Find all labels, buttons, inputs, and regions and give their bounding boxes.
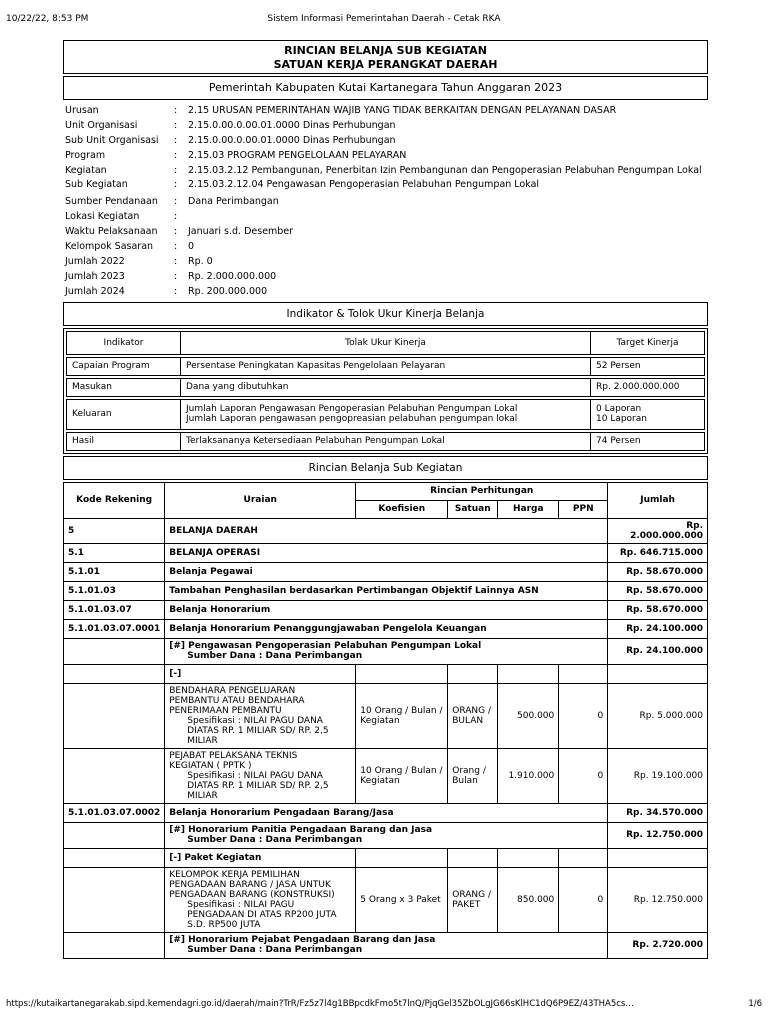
info-label: Urusan xyxy=(65,105,99,116)
group-title: [#] Pengawasan Pengoperasian Pelabuhan Pengumpan Lokal xyxy=(169,641,482,652)
program-info-block xyxy=(65,104,708,300)
tolak-ukur-line: Jumlah Laporan pengawasan pengopreasian pelabuhan pengumpan lokal xyxy=(186,414,518,425)
header-rincian-perhitungan: Rincian Perhitungan xyxy=(356,482,608,500)
info-value: 2.15.03.2.12 Pembangunan, Penerbitan Izin Pembangunan dan Pengoperasian Pelabuhan Pengumpan Lokal xyxy=(188,164,702,176)
item-row xyxy=(64,867,708,932)
account-code: 5.1.01.03.07.0002 xyxy=(64,803,165,822)
item-ppn: 0 xyxy=(559,683,608,748)
empty-cell xyxy=(448,664,498,683)
account-code: 5.1.01 xyxy=(64,562,165,581)
group-source: Sumber Dana : Dana Perimbangan xyxy=(187,651,363,662)
info-row xyxy=(65,134,708,149)
info-label: Jumlah 2022 xyxy=(65,255,125,267)
item-name-line: PEJABAT PELAKSANA TEKNIS xyxy=(169,750,298,761)
account-name: Belanja Honorarium xyxy=(165,600,608,619)
item-spec-line: DIATAS RP. 1 MILIAR SD/ RP. 2,5 xyxy=(187,725,329,736)
item-description xyxy=(165,867,356,932)
tolak-ukur-line: Terlaksananya Ketersediaan Pelabuhan Pengumpan Lokal xyxy=(186,436,445,447)
info-label: Unit Organisasi xyxy=(65,119,138,131)
group-total: Rp. 12.750.000 xyxy=(608,822,708,848)
tolak-ukur-line: Dana yang dibutuhkan xyxy=(186,382,289,393)
info-value: Rp. 0 xyxy=(188,255,213,267)
empty-code-cell xyxy=(64,683,165,748)
empty-cell xyxy=(608,848,708,867)
info-row xyxy=(65,164,708,179)
info-value: 2.15.03 PROGRAM PENGELOLAAN PELAYARAN xyxy=(188,149,407,161)
empty-cell xyxy=(356,664,448,683)
empty-cell xyxy=(498,664,559,683)
rincian-table-wrapper xyxy=(63,482,708,959)
item-row xyxy=(64,748,708,803)
item-harga: 850.000 xyxy=(498,867,559,932)
account-code: 5.1.01.03.07 xyxy=(64,600,165,619)
account-name: Belanja Honorarium Penanggungjawaban Pengelola Keuangan xyxy=(165,619,608,638)
item-total: Rp. 5.000.000 xyxy=(608,683,708,748)
info-label: Lokasi Kegiatan xyxy=(65,211,140,223)
account-name: Belanja Honorarium Pengadaan Barang/Jasa xyxy=(165,803,608,822)
group-total: Rp. 24.100.000 xyxy=(608,638,708,664)
item-koefisien: 5 Orang x 3 Paket xyxy=(356,867,448,932)
info-label: Program xyxy=(65,149,106,161)
indikator-target xyxy=(591,432,705,450)
info-colon: : xyxy=(174,134,178,146)
indikator-row xyxy=(67,378,705,396)
item-name-line: PENGADAAN BARANG (KONSTRUKSI) xyxy=(169,889,335,900)
item-spec-line: DIATAS RP. 1 MILIAR SD/ RP. 2,5 xyxy=(187,780,329,791)
indikator-table xyxy=(66,331,705,451)
header-harga: Harga xyxy=(498,500,559,518)
header-uraian: Uraian xyxy=(165,482,356,518)
item-name-line: PENERIMAAN PEMBANTU xyxy=(169,705,282,716)
info-value: Dana Perimbangan xyxy=(188,196,279,208)
group-total: Rp. 2.720.000 xyxy=(608,932,708,958)
target-line: 10 Laporan xyxy=(596,414,647,425)
info-row xyxy=(65,119,708,134)
item-koefisien: 10 Orang / Bulan / Kegiatan xyxy=(356,748,448,803)
info-value: 0 xyxy=(188,241,195,253)
item-spec-line: Spesifikasi : NILAI PAGU DANA xyxy=(187,770,323,781)
info-colon: : xyxy=(174,179,178,191)
empty-code-cell xyxy=(64,848,165,867)
item-satuan: Orang / Bulan xyxy=(448,748,498,803)
indikator-table-wrapper xyxy=(63,328,708,454)
info-label: Kegiatan xyxy=(65,164,107,176)
indikator-name: Keluaran xyxy=(67,399,181,429)
account-total: Rp. 58.670.000 xyxy=(608,562,708,581)
group-row xyxy=(64,932,708,958)
item-spec-line: PENGADAAN DI ATAS RP200 JUTA xyxy=(187,909,337,920)
indikator-row xyxy=(67,399,705,429)
label-text: [-] xyxy=(165,664,356,683)
info-value: Rp. 2.000.000.000 xyxy=(188,270,277,282)
rincian-table xyxy=(63,482,708,959)
info-colon: : xyxy=(174,226,178,238)
item-satuan: ORANG / PAKET xyxy=(448,867,498,932)
header-satuan: Satuan xyxy=(448,500,498,518)
account-total: Rp. 24.100.000 xyxy=(608,619,708,638)
item-koefisien: 10 Orang / Bulan / Kegiatan xyxy=(356,683,448,748)
item-name-line: PEMBANTU ATAU BENDAHARA xyxy=(169,695,305,706)
item-harga: 1.910.000 xyxy=(498,748,559,803)
group-title: [#] Honorarium Pejabat Pengadaan Barang dan Jasa xyxy=(169,935,436,946)
target-line: 74 Persen xyxy=(596,436,641,447)
browser-datetime: 10/22/22, 8:53 PM xyxy=(6,14,89,24)
account-code: 5.1.01.03 xyxy=(64,581,165,600)
info-colon: : xyxy=(174,285,178,297)
indikator-tolak-ukur xyxy=(181,432,591,450)
empty-cell xyxy=(559,848,608,867)
item-description xyxy=(165,748,356,803)
indikator-row xyxy=(67,432,705,450)
header-jumlah: Jumlah xyxy=(608,482,708,518)
info-colon: : xyxy=(174,196,178,208)
info-value: 2.15 URUSAN PEMERINTAHAN WAJIB YANG TIDAK BERKAITAN DENGAN PELAYANAN DASAR xyxy=(188,105,617,116)
indikator-header-indikator: Indikator xyxy=(67,331,181,354)
browser-url: https://kutaikartanegarakab.sipd.kemendagri.go.id/daerah/main?TrR/Fz5z7l4g1BBpcdkFmo5t7lnQ/PjqGel35ZbOLgJG66sKlHC1dQ6P9EZ/43THA5cs… xyxy=(6,999,634,1009)
tolak-ukur-line: Jumlah Laporan Pengawasan Pengoperasian Pelabuhan Pengumpan Lokal xyxy=(186,404,518,415)
indikator-name: Hasil xyxy=(67,432,181,450)
account-name: Belanja Pegawai xyxy=(165,562,608,581)
info-row xyxy=(65,255,708,270)
item-ppn: 0 xyxy=(559,867,608,932)
account-row xyxy=(64,600,708,619)
account-row xyxy=(64,543,708,562)
document-title: RINCIAN BELANJA SUB KEGIATAN xyxy=(284,44,487,57)
empty-code-cell xyxy=(64,932,165,958)
info-row xyxy=(65,285,708,300)
account-name: Tambahan Penghasilan berdasarkan Pertimbangan Objektif Lainnya ASN xyxy=(165,581,608,600)
target-line: 0 Laporan xyxy=(596,404,642,415)
group-source: Sumber Dana : Dana Perimbangan xyxy=(187,945,363,956)
info-row xyxy=(65,270,708,285)
info-label: Kelompok Sasaran xyxy=(65,241,154,253)
account-total: Rp. 34.570.000 xyxy=(608,803,708,822)
group-source: Sumber Dana : Dana Perimbangan xyxy=(187,835,363,846)
info-row xyxy=(65,195,708,210)
empty-cell xyxy=(608,664,708,683)
indikator-target xyxy=(591,357,705,375)
target-line: Rp. 2.000.000.000 xyxy=(596,382,680,393)
info-label: Sumber Pendanaan xyxy=(65,196,158,208)
document-subtitle-unit: SATUAN KERJA PERANGKAT DAERAH xyxy=(273,58,498,71)
indikator-target xyxy=(591,399,705,429)
info-value: 2.15.03.2.12.04 Pengawasan Pengoperasian Pelabuhan Pengumpan Lokal xyxy=(188,179,540,191)
item-name-line: KEGIATAN ( PPTK ) xyxy=(169,760,252,771)
indikator-tolak-ukur xyxy=(181,378,591,396)
rincian-heading: Rincian Belanja Sub Kegiatan xyxy=(63,456,708,480)
info-colon: : xyxy=(174,149,178,161)
item-description xyxy=(165,683,356,748)
group-row xyxy=(64,638,708,664)
indikator-heading: Indikator & Tolok Ukur Kinerja Belanja xyxy=(63,302,708,326)
empty-code-cell xyxy=(64,822,165,848)
indikator-tolak-ukur xyxy=(181,357,591,375)
group-description xyxy=(165,932,608,958)
item-name-line: BENDAHARA PENGELUARAN xyxy=(169,685,296,696)
indikator-header-tolak-ukur: Tolak Ukur Kinerja xyxy=(181,331,591,354)
info-row xyxy=(65,104,708,119)
item-total: Rp. 12.750.000 xyxy=(608,867,708,932)
info-label: Jumlah 2023 xyxy=(65,270,125,282)
info-label: Sub Unit Organisasi xyxy=(65,134,159,146)
target-line: 52 Persen xyxy=(596,361,641,372)
item-spec-line: Spesifikasi : NILAI PAGU DANA xyxy=(187,715,323,726)
indikator-name: Masukan xyxy=(67,378,181,396)
info-value: 2.15.0.00.0.00.01.0000 Dinas Perhubungan xyxy=(188,119,396,131)
indikator-header-target: Target Kinerja xyxy=(591,331,705,354)
info-label: Waktu Pelaksanaan xyxy=(65,226,158,238)
empty-cell xyxy=(356,848,448,867)
info-colon: : xyxy=(174,241,178,253)
account-total: Rp. 646.715.000 xyxy=(608,543,708,562)
account-code: 5.1.01.03.07.0001 xyxy=(64,619,165,638)
browser-page-number: 1/6 xyxy=(748,999,762,1009)
empty-code-cell xyxy=(64,638,165,664)
item-name-line: KELOMPOK KERJA PEMILIHAN xyxy=(169,869,300,880)
indikator-tolak-ukur xyxy=(181,399,591,429)
document-page xyxy=(63,40,708,959)
account-row xyxy=(64,803,708,822)
empty-cell xyxy=(498,848,559,867)
item-satuan: ORANG / BULAN xyxy=(448,683,498,748)
info-colon: : xyxy=(174,270,178,282)
item-spec-line: S.D. RP500 JUTA xyxy=(187,919,261,930)
account-total: Rp. 58.670.000 xyxy=(608,581,708,600)
label-row xyxy=(64,848,708,867)
item-ppn: 0 xyxy=(559,748,608,803)
info-colon: : xyxy=(174,255,178,267)
label-row xyxy=(64,664,708,683)
account-row xyxy=(64,581,708,600)
empty-code-cell xyxy=(64,664,165,683)
indikator-row xyxy=(67,357,705,375)
empty-cell xyxy=(559,664,608,683)
label-text: [-] Paket Kegiatan xyxy=(165,848,356,867)
info-value: Rp. 200.000.000 xyxy=(188,285,268,297)
info-colon: : xyxy=(174,211,178,223)
info-value: 2.15.0.00.0.00.01.0000 Dinas Perhubungan xyxy=(188,134,396,146)
info-colon: : xyxy=(174,164,178,176)
info-row xyxy=(65,240,708,255)
browser-page-title: Sistem Informasi Pemerintahan Daerah - Cetak RKA xyxy=(267,14,501,24)
account-row xyxy=(64,562,708,581)
header-ppn: PPN xyxy=(559,500,608,518)
info-row xyxy=(65,149,708,164)
account-row xyxy=(64,518,708,543)
info-row xyxy=(65,225,708,240)
info-value: Januari s.d. Desember xyxy=(188,226,294,238)
account-code: 5.1 xyxy=(64,543,165,562)
item-name-line: PENGADAAN BARANG / JASA UNTUK xyxy=(169,879,331,890)
group-description xyxy=(165,638,608,664)
info-colon: : xyxy=(174,105,178,116)
indikator-name: Capaian Program xyxy=(67,357,181,375)
document-title-box xyxy=(63,40,708,74)
item-spec-line: MILIAR xyxy=(187,735,218,746)
header-kode-rekening: Kode Rekening xyxy=(64,482,165,518)
account-code: 5 xyxy=(64,518,165,543)
tolak-ukur-line: Persentase Peningkatan Kapasitas Pengelolaan Pelayaran xyxy=(186,361,446,372)
info-row xyxy=(65,210,708,225)
group-row xyxy=(64,822,708,848)
account-total: Rp. 2.000.000.000 xyxy=(608,518,708,543)
group-title: [#] Honorarium Panitia Pengadaan Barang dan Jasa xyxy=(169,825,433,836)
item-spec-line: MILIAR xyxy=(187,790,218,801)
account-name: BELANJA OPERASI xyxy=(165,543,608,562)
header-koefisien: Koefisien xyxy=(356,500,448,518)
account-row xyxy=(64,619,708,638)
empty-cell xyxy=(448,848,498,867)
group-description xyxy=(165,822,608,848)
info-label: Jumlah 2024 xyxy=(65,285,125,297)
item-total: Rp. 19.100.000 xyxy=(608,748,708,803)
empty-code-cell xyxy=(64,867,165,932)
info-row xyxy=(65,178,708,193)
info-label: Sub Kegiatan xyxy=(65,179,128,191)
government-year-heading: Pemerintah Kabupaten Kutai Kartanegara Tahun Anggaran 2023 xyxy=(63,76,708,100)
account-total: Rp. 58.670.000 xyxy=(608,600,708,619)
indikator-target xyxy=(591,378,705,396)
empty-code-cell xyxy=(64,748,165,803)
item-row xyxy=(64,683,708,748)
item-spec-line: Spesifikasi : NILAI PAGU xyxy=(187,899,295,910)
info-colon: : xyxy=(174,119,178,131)
item-harga: 500.000 xyxy=(498,683,559,748)
account-name: BELANJA DAERAH xyxy=(165,518,608,543)
